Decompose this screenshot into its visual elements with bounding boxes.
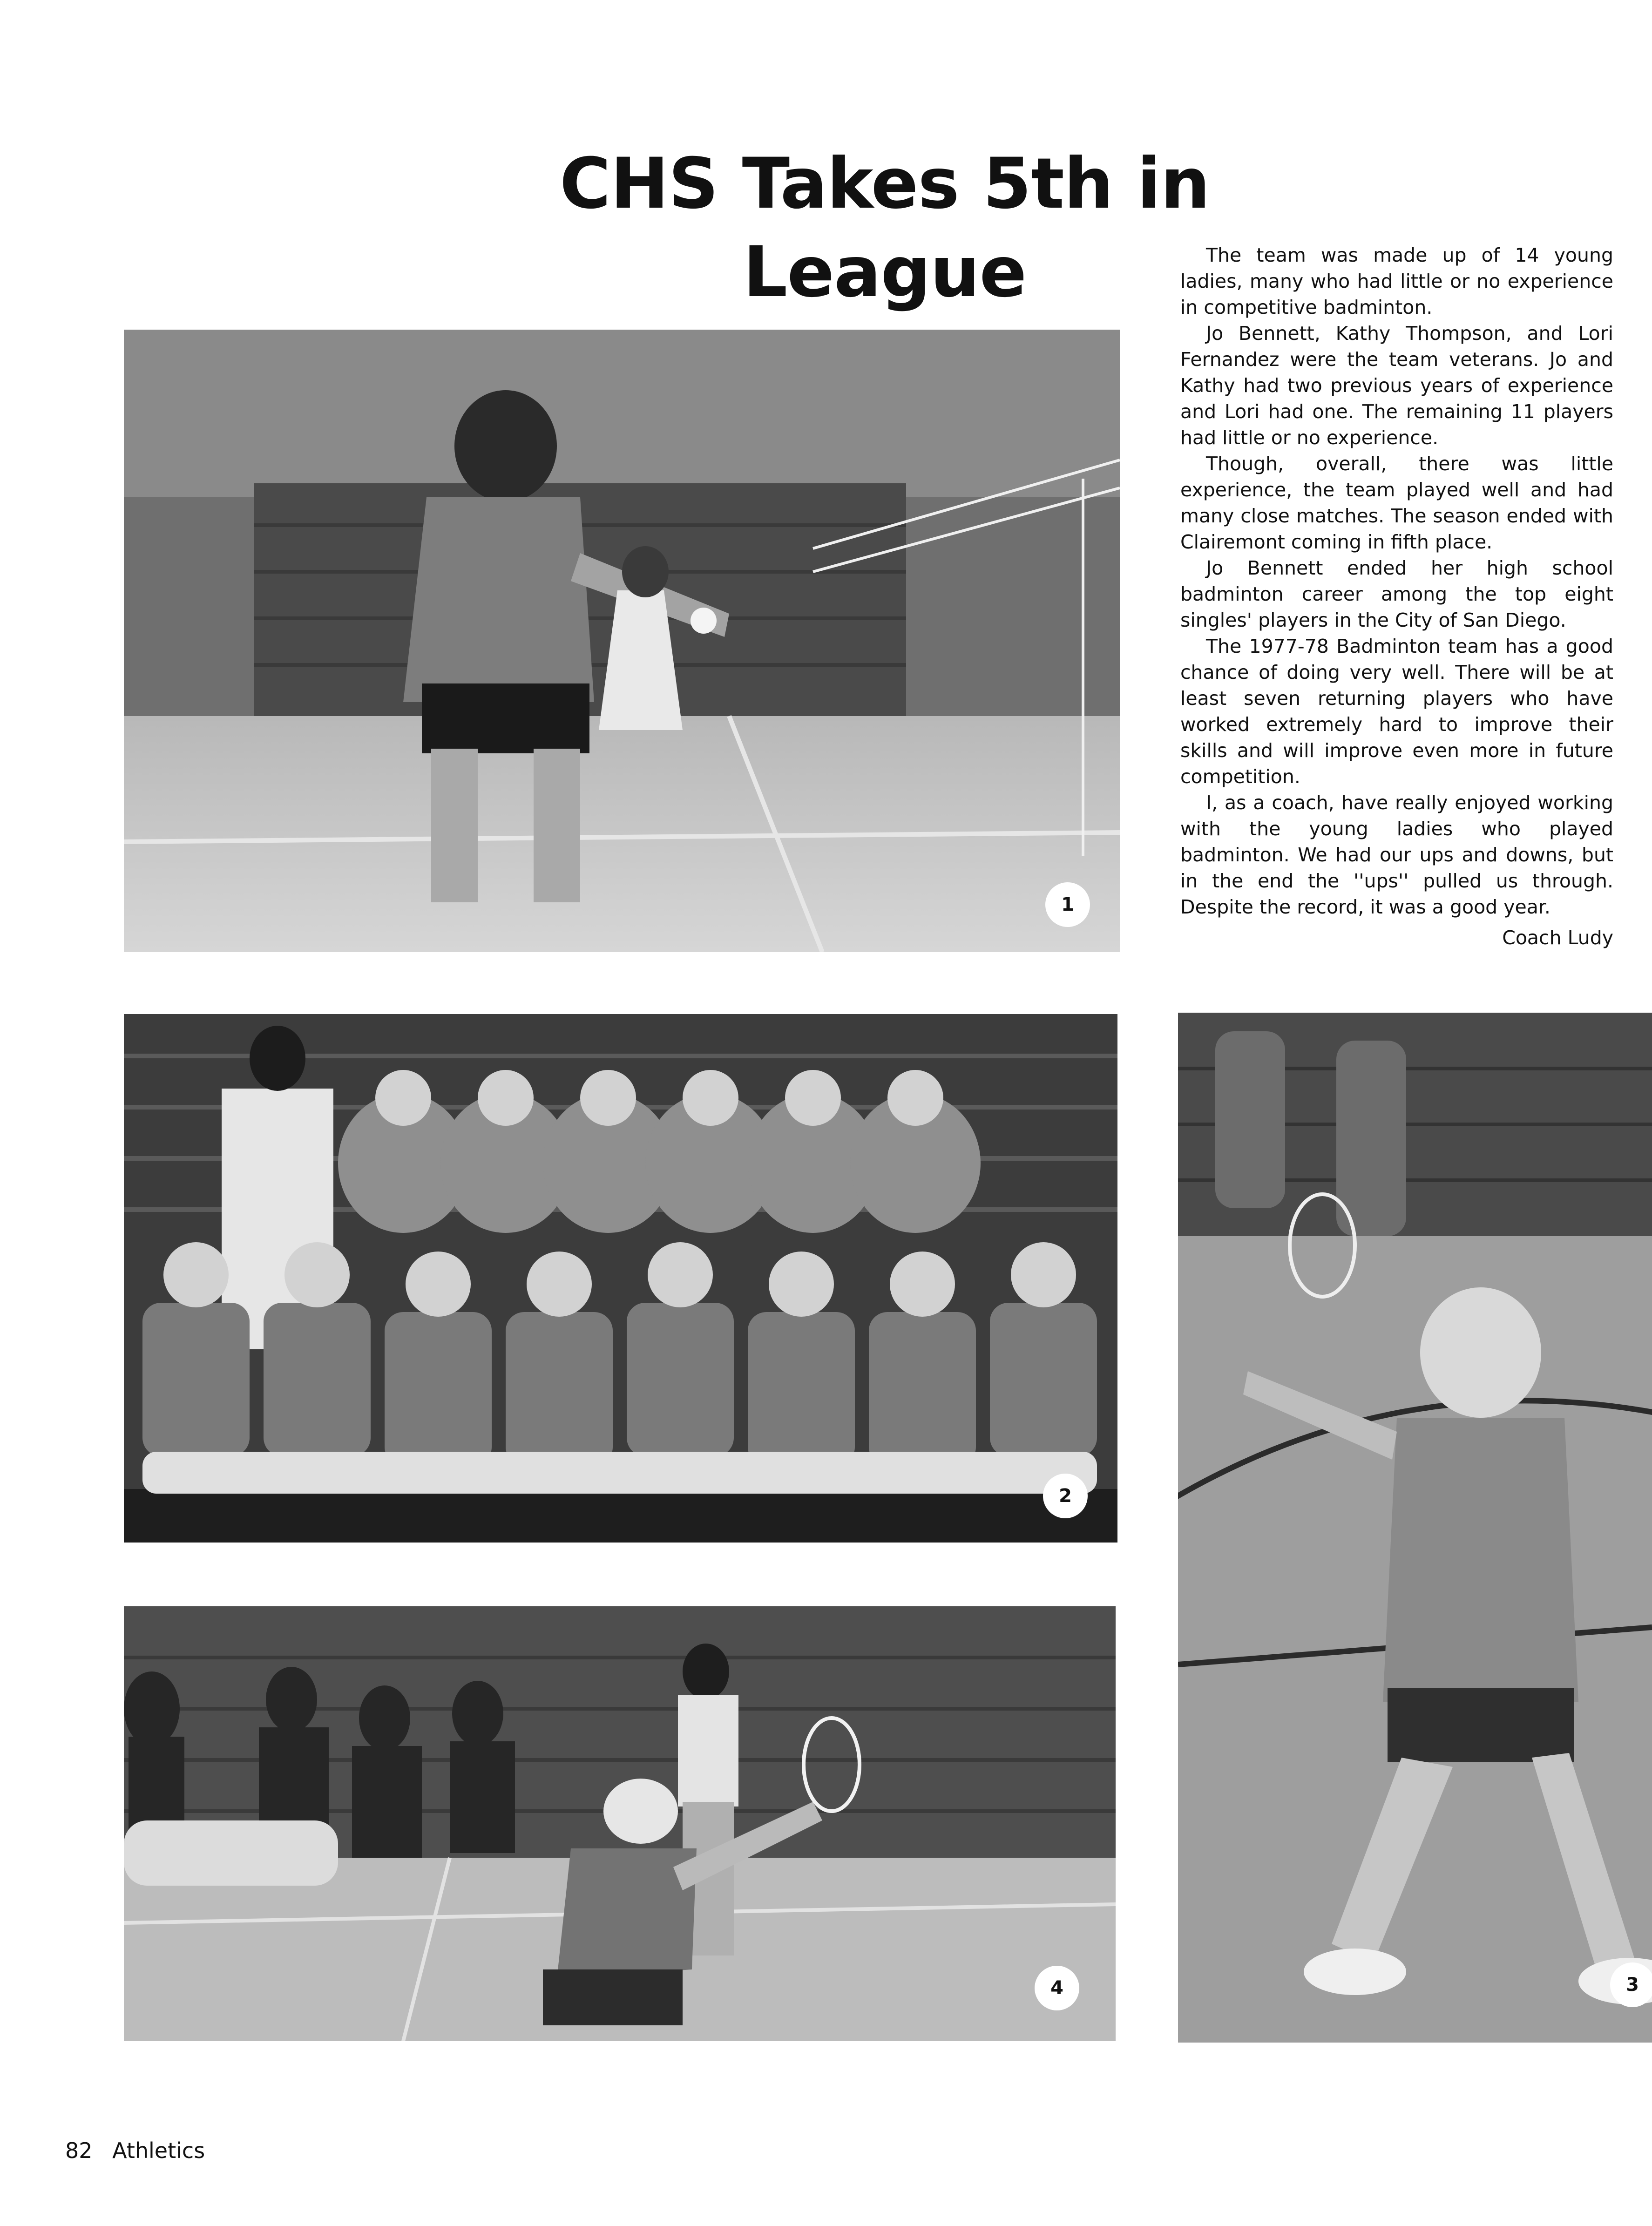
article-paragraph: I, as a coach, have really enjoyed working with the young ladies who played badminton. We had our ups and downs, but in the end the ''ups'' pulled us through. Despite the record, it was a good year. [1180, 792, 1613, 918]
article-paragraph: The 1977-78 Badminton team has a good chance of doing very well. There will be at least seven returning players who have worked extremely hard to improve their skills and will improve even more in future competition. [1180, 635, 1613, 788]
photo-number-badge: 1 [1045, 882, 1090, 927]
photo-number-badge: 4 [1035, 1966, 1079, 2010]
section-name: Athletics [112, 2138, 205, 2163]
photo-serving-player-image [124, 330, 1120, 952]
photo-number-badge: 2 [1043, 1474, 1088, 1518]
photo-player-lunging-image [124, 1606, 1116, 2041]
article-paragraph: The team was made up of 14 young ladies, many who had little or no experience in competitive badminton. [1180, 244, 1613, 318]
page-title: CHS Takes 5th in League [559, 143, 1210, 313]
photo-number-badge: 3 [1610, 1962, 1652, 2007]
article-paragraph: Jo Bennett, Kathy Thompson, and Lori Fernandez were the team veterans. Jo and Kathy had two previous years of experience and Lori had one. The remaining 11 players had little or no experience. [1180, 322, 1613, 449]
page-footer [65, 2138, 205, 2163]
article-paragraph: Jo Bennett ended her high school badminton career among the top eight singles' players in the City of San Diego. [1180, 557, 1613, 631]
photo-serving-player [124, 330, 1120, 952]
article-paragraph: Though, overall, there was little experience, the team played well and had many close matches. The season ended with Clairemont coming in fifth place. [1180, 453, 1613, 553]
photo-team-portrait-image [124, 1014, 1117, 1543]
photo-team-portrait [124, 1014, 1117, 1543]
signature: Coach Ludy [1502, 927, 1613, 949]
photo-player-lunging [124, 1606, 1116, 2041]
article-text [1180, 242, 1613, 951]
photo-player-returning-shot [1178, 1013, 1652, 2043]
photo-player-returning-shot-image [1178, 1013, 1652, 2043]
page-number: 82 [65, 2138, 93, 2163]
